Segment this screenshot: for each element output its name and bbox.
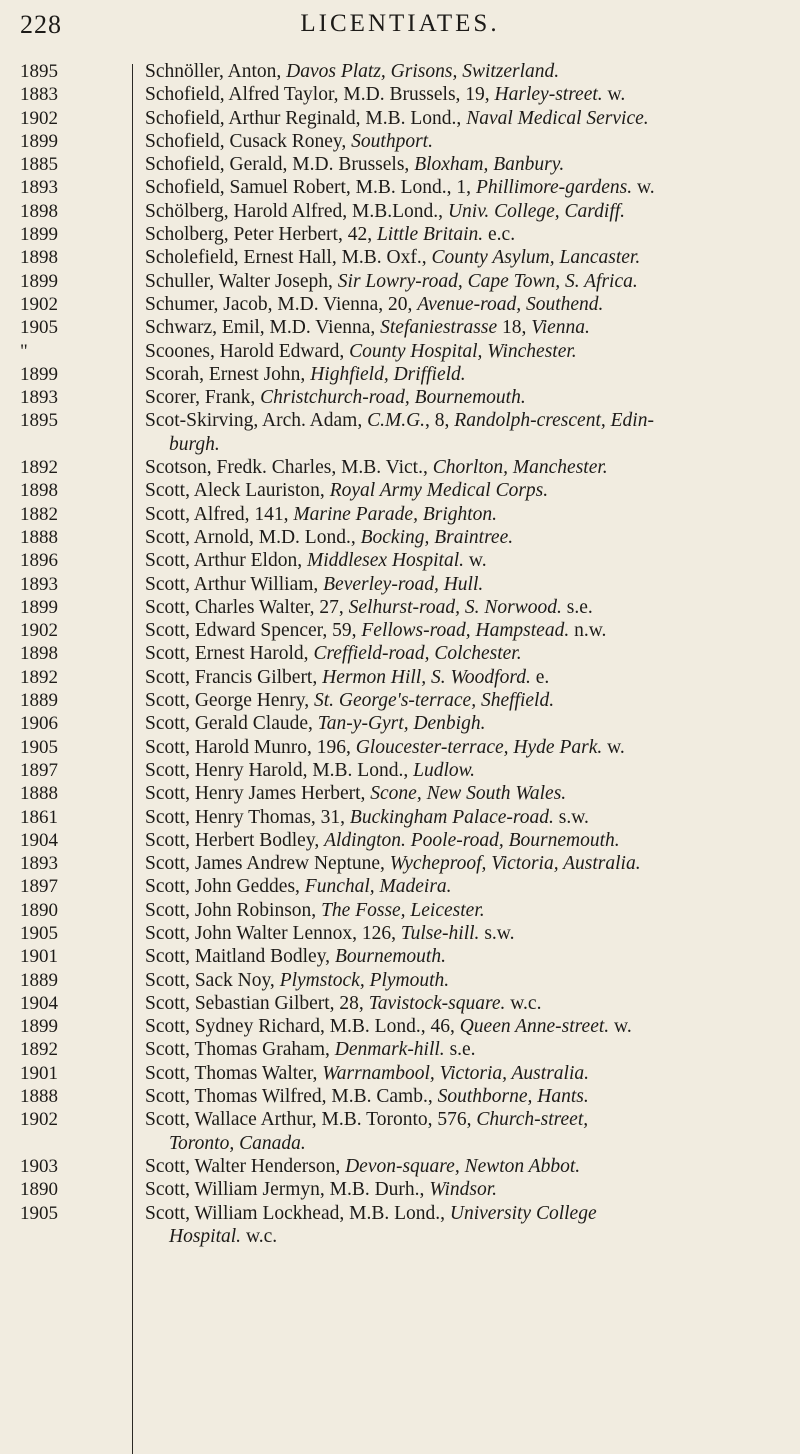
entry-year: 1901 [20,946,58,968]
entry-year: 1893 [20,853,58,875]
list-item [0,759,800,782]
entry-address: St. George's-terrace, Sheffield. [313,690,555,712]
entry-text [145,1155,794,1178]
entry-address: County Asylum, Lancaster. [431,247,641,269]
entry-name: Scott, Thomas Walter, [145,1062,323,1084]
entry-address: Stefaniestrasse [380,317,498,339]
entry-year: 1904 [20,829,58,851]
entry-year: 1889 [20,690,58,712]
entry-text [145,782,794,805]
entry-name: Schuller, Walter Joseph, [145,270,338,292]
entry-address: Selhurst-road, S. Norwood. [348,596,562,618]
entry-text [145,1038,794,1061]
licentiates-list [0,60,800,1248]
entry-name: Scott, Walter Henderson, [145,1155,346,1177]
entry-text [145,153,794,176]
entry-address: Hospital. [169,1225,242,1247]
entry-year: 1904 [20,992,58,1014]
entry-text [145,596,794,619]
entry-year: 1898 [20,200,58,222]
entry-continuation [145,1132,794,1155]
entry-name: s.e. [561,596,593,618]
entry-address: Southborne, Hants. [437,1086,589,1108]
entry-year: 1882 [20,503,58,525]
entry-year: 1902 [20,293,58,315]
entry-name: Scotson, Fredk. Charles, M.B. Vict., [145,457,433,479]
entry-address: C.M.G. [367,410,426,432]
entry-address: Vienna. [531,317,590,339]
entry-name: Scorah, Ernest John, [145,363,311,385]
entry-name: Schofield, Samuel Robert, M.B. Lond., 1, [145,177,476,199]
list-item [0,689,800,712]
entry-year: 1902 [20,1109,58,1131]
entry-name: Scott, Arthur Eldon, [145,550,307,572]
entry-address: Gloucester-terrace, Hyde Park. [355,736,603,758]
entry-year: 1901 [20,1062,58,1084]
running-head: LICENTIATES. [300,10,500,37]
entry-text [145,549,794,572]
entry-year: 1893 [20,387,58,409]
list-item [0,596,800,619]
entry-text [145,223,794,246]
entry-name: w. [602,84,626,106]
entry-address: Tavistock-square. [368,992,506,1014]
entry-name: Schumer, Jacob, M.D. Vienna, 20, [145,293,418,315]
entry-name: w.c. [505,992,542,1014]
entry-address: Aldington. Poole-road, Bournemouth. [324,829,620,851]
entry-text [145,363,794,386]
list-item [0,1178,800,1201]
entry-text [145,316,794,339]
entry-year: 1898 [20,247,58,269]
entry-text [145,340,794,363]
entry-text [145,479,794,502]
entry-text [145,293,794,316]
entry-name: Scott, Charles Walter, 27, [145,596,349,618]
entry-district: w.c. [241,1225,278,1247]
entry-text [145,60,794,83]
list-item [0,1202,800,1249]
list-item [0,573,800,596]
entry-text [145,619,794,642]
entry-year: 1905 [20,736,58,758]
entry-name: Scott, Wallace Arthur, M.B. Toronto, 576, [145,1109,477,1131]
list-item [0,270,800,293]
entry-address: Southport. [351,130,433,152]
entry-text [145,409,794,456]
entry-text [145,992,794,1015]
entry-address: Beverley-road, Hull. [323,573,484,595]
entry-name: Scott, William Jermyn, M.B. Durh., [145,1179,430,1201]
entry-text [145,573,794,596]
list-item [0,829,800,852]
entry-year: 1905 [20,1202,58,1224]
entry-name: Scott, John Walter Lennox, 126, [145,922,401,944]
entry-address: Devon-square, Newton Abbot. [345,1155,581,1177]
list-item [0,782,800,805]
entry-name: Scott, Henry Harold, M.B. Lond., [145,759,414,781]
list-item [0,246,800,269]
entry-year: 1890 [20,1179,58,1201]
entry-name: Scott, William Lockhead, M.B. Lond., [145,1202,450,1224]
entry-year: 1861 [20,806,58,828]
list-item [0,456,800,479]
entry-address: Plymstock, Plymouth. [279,969,450,991]
list-item [0,992,800,1015]
entry-year: 1899 [20,130,58,152]
entry-name: e.c. [483,224,516,246]
entry-text [145,666,794,689]
entry-address: Church-street, [476,1109,589,1131]
entry-name: Scott, George Henry, [145,690,314,712]
entry-address: Wycheproof, Victoria, Australia. [389,853,641,875]
list-item [0,130,800,153]
entry-name: Scott, Francis Gilbert, [145,666,323,688]
list-item [0,526,800,549]
entry-name: Scott, Arthur William, [145,573,324,595]
entry-text [145,1108,794,1155]
entry-year: 1905 [20,922,58,944]
list-item [0,1038,800,1061]
entry-text [145,270,794,293]
entry-name: Scott, Herbert Bodley, [145,829,325,851]
entry-text [145,899,794,922]
entry-year: 1898 [20,643,58,665]
entry-address: Christchurch-road, Bournemouth. [260,387,526,409]
entry-address: Highfield, Driffield. [310,363,466,385]
entry-text [145,852,794,875]
entry-name: Scott, John Geddes, [145,876,305,898]
entry-name: w. [632,177,655,199]
entry-text [145,969,794,992]
list-item [0,1108,800,1155]
entry-name: Scott, Harold Munro, 196, [145,736,356,758]
entry-text [145,689,794,712]
entry-text [145,875,794,898]
entry-year: 1888 [20,1086,58,1108]
list-item [0,806,800,829]
entry-address: Naval Medical Service. [466,107,649,129]
entry-address: Sir Lowry-road, Cape Town, S. Africa. [337,270,638,292]
entry-name: e. [530,666,550,688]
list-item [0,666,800,689]
entry-year: 1883 [20,84,58,106]
entry-text [145,200,794,223]
entry-text [145,83,794,106]
entry-address: Little Britain. [376,224,484,246]
entry-text [145,712,794,735]
entry-year: 1895 [20,61,58,82]
entry-name: Scott, Henry Thomas, 31, [145,806,350,828]
entry-name: Scott, Alfred, 141, [145,503,294,525]
entry-year: 1885 [20,154,58,176]
entry-year: 1899 [20,363,58,385]
entry-name: Schofield, Arthur Reginald, M.B. Lond., [145,107,467,129]
entry-name: n.w. [569,620,607,642]
entry-year: " [20,340,28,362]
entry-address: Denmark-hill. [334,1039,445,1061]
entry-name: Scorer, Frank, [145,387,261,409]
entry-year: 1890 [20,899,58,921]
entry-year: 1896 [20,550,58,572]
entry-name: Scott, Aleck Lauriston, [145,480,330,502]
entry-text [145,1015,794,1038]
entry-text [145,386,794,409]
entry-name: s.w. [553,806,589,828]
list-item [0,945,800,968]
entry-address: Bloxham, Banbury. [414,154,565,176]
entry-address: County Hospital, Winchester. [349,340,577,362]
entry-name: Scott, Thomas Graham, [145,1039,335,1061]
entry-year: 1899 [20,596,58,618]
entry-address: The Fosse, Leicester. [321,899,485,921]
entry-year: 1902 [20,620,58,642]
entry-address: Buckingham Palace-road. [349,806,554,828]
list-item [0,642,800,665]
entry-name: 18, [497,317,532,339]
entry-address: Funchal, Madeira. [304,876,452,898]
entry-address: Tan-y-Gyrt, Denbigh. [317,713,486,735]
list-item [0,736,800,759]
entry-text [145,1062,794,1085]
entry-year: 1898 [20,480,58,502]
entry-name: Scholefield, Ernest Hall, M.B. Oxf., [145,247,432,269]
entry-year: 1902 [20,107,58,129]
list-item [0,60,800,83]
list-item [0,1015,800,1038]
entry-address: University College [449,1202,597,1224]
entry-address: Harley-street. [494,84,603,106]
entry-year: 1899 [20,1016,58,1038]
list-item [0,619,800,642]
entry-continuation [145,433,794,456]
entry-address: Ludlow. [413,759,476,781]
entry-text [145,526,794,549]
entry-name: Scholberg, Peter Herbert, 42, [145,224,377,246]
list-item [0,1155,800,1178]
entry-name: Schofield, Alfred Taylor, M.D. Brussels, 19, [145,84,495,106]
entry-text [145,1178,794,1201]
list-item [0,386,800,409]
entry-name: Schnöller, Anton, [145,61,287,82]
entry-year: 1893 [20,573,58,595]
list-item [0,969,800,992]
entry-name: Scot-Skirving, Arch. Adam, [145,410,368,432]
entry-address: Tulse-hill. [400,922,480,944]
entry-name: Scott, Arnold, M.D. Lond., [145,526,361,548]
list-item [0,153,800,176]
list-item [0,223,800,246]
entry-name: Scott, Sydney Richard, M.B. Lond., 46, [145,1016,460,1038]
page-number: 228 [20,10,62,39]
list-item [0,200,800,223]
entry-name: Schölberg, Harold Alfred, M.B.Lond., [145,200,448,222]
entry-name: w. [609,1016,632,1038]
entry-address: Scone, New South Wales. [370,783,567,805]
list-item [0,852,800,875]
entry-address: Hermon Hill, S. Woodford. [322,666,531,688]
list-item [0,363,800,386]
entry-year: 1897 [20,759,58,781]
entry-year: 1903 [20,1155,58,1177]
entry-text [145,1085,794,1108]
entry-name: s.e. [444,1039,476,1061]
entry-year: 1895 [20,410,58,432]
entry-address: Royal Army Medical Corps. [329,480,549,502]
entry-text [145,107,794,130]
entry-name: Scott, Henry James Herbert, [145,783,371,805]
entry-address: Univ. College, Cardiff. [447,200,626,222]
entry-name: s.w. [479,922,515,944]
entry-address: Middlesex Hospital. [306,550,465,572]
entry-text [145,922,794,945]
entry-text [145,945,794,968]
list-item [0,1062,800,1085]
entry-year: 1888 [20,526,58,548]
entry-year: 1892 [20,666,58,688]
entry-name: Scott, Sack Noy, [145,969,280,991]
entry-address: Phillimore-gardens. [475,177,633,199]
entry-name: Scott, Ernest Harold, [145,643,314,665]
entry-address: Marine Parade, Brighton. [293,503,498,525]
entry-name: Scott, Maitland Bodley, [145,946,335,968]
entry-address: Randolph-crescent, Edin- [454,410,654,432]
entry-text [145,456,794,479]
list-item [0,712,800,735]
entry-year: 1893 [20,177,58,199]
entry-address: Warrnambool, Victoria, Australia. [322,1062,589,1084]
entry-text [145,759,794,782]
entry-year: 1905 [20,317,58,339]
entry-text [145,246,794,269]
entry-address: Windsor. [429,1179,498,1201]
entry-text [145,176,794,199]
list-item [0,409,800,456]
entry-name: Schwarz, Emil, M.D. Vienna, [145,317,381,339]
entry-name: Scott, James Andrew Neptune, [145,853,390,875]
list-item [0,899,800,922]
entry-year: 1897 [20,876,58,898]
entry-year: 1892 [20,1039,58,1061]
list-item [0,176,800,199]
entry-address: Toronto, Canada. [169,1132,306,1154]
entry-year: 1888 [20,783,58,805]
entry-address: Queen Anne-street. [459,1016,610,1038]
entry-year: 1899 [20,270,58,292]
entry-name: Schofield, Cusack Roney, [145,130,352,152]
list-item [0,340,800,363]
entry-address: Avenue-road, Southend. [417,293,604,315]
entry-address: Creffield-road, Colchester. [313,643,522,665]
entry-name: Scott, Edward Spencer, 59, [145,620,362,642]
entry-address: Chorlton, Manchester. [432,457,608,479]
entry-text [145,829,794,852]
entry-year: 1892 [20,457,58,479]
list-item [0,503,800,526]
entry-name: Scott, John Robinson, [145,899,322,921]
entry-year: 1899 [20,224,58,246]
entry-name: w. [464,550,487,572]
list-item [0,549,800,572]
list-item [0,922,800,945]
list-item [0,107,800,130]
entry-address: Davos Platz, Grisons, Switzerland. [286,61,560,82]
entry-name: Scott, Sebastian Gilbert, 28, [145,992,369,1014]
entry-continuation [145,1225,794,1248]
list-item [0,83,800,106]
entry-name: Scott, Gerald Claude, [145,713,318,735]
entry-name: w. [602,736,625,758]
list-item [0,875,800,898]
entry-text [145,736,794,759]
entry-name: Scoones, Harold Edward, [145,340,350,362]
entry-text [145,503,794,526]
list-item [0,316,800,339]
list-item [0,479,800,502]
entry-text [145,1202,794,1249]
entry-address: burgh. [169,433,220,455]
entry-text [145,806,794,829]
entry-name: , 8, [425,410,455,432]
entry-address: Fellows-road, Hampstead. [361,620,570,642]
entry-address: Bournemouth. [334,946,446,968]
entry-year: 1889 [20,969,58,991]
list-item [0,293,800,316]
entry-text [145,642,794,665]
entry-year: 1906 [20,713,58,735]
entry-address: Bocking, Braintree. [360,526,514,548]
entry-text [145,130,794,153]
entry-name: Scott, Thomas Wilfred, M.B. Camb., [145,1086,438,1108]
list-item [0,1085,800,1108]
entry-name: Schofield, Gerald, M.D. Brussels, [145,154,415,176]
